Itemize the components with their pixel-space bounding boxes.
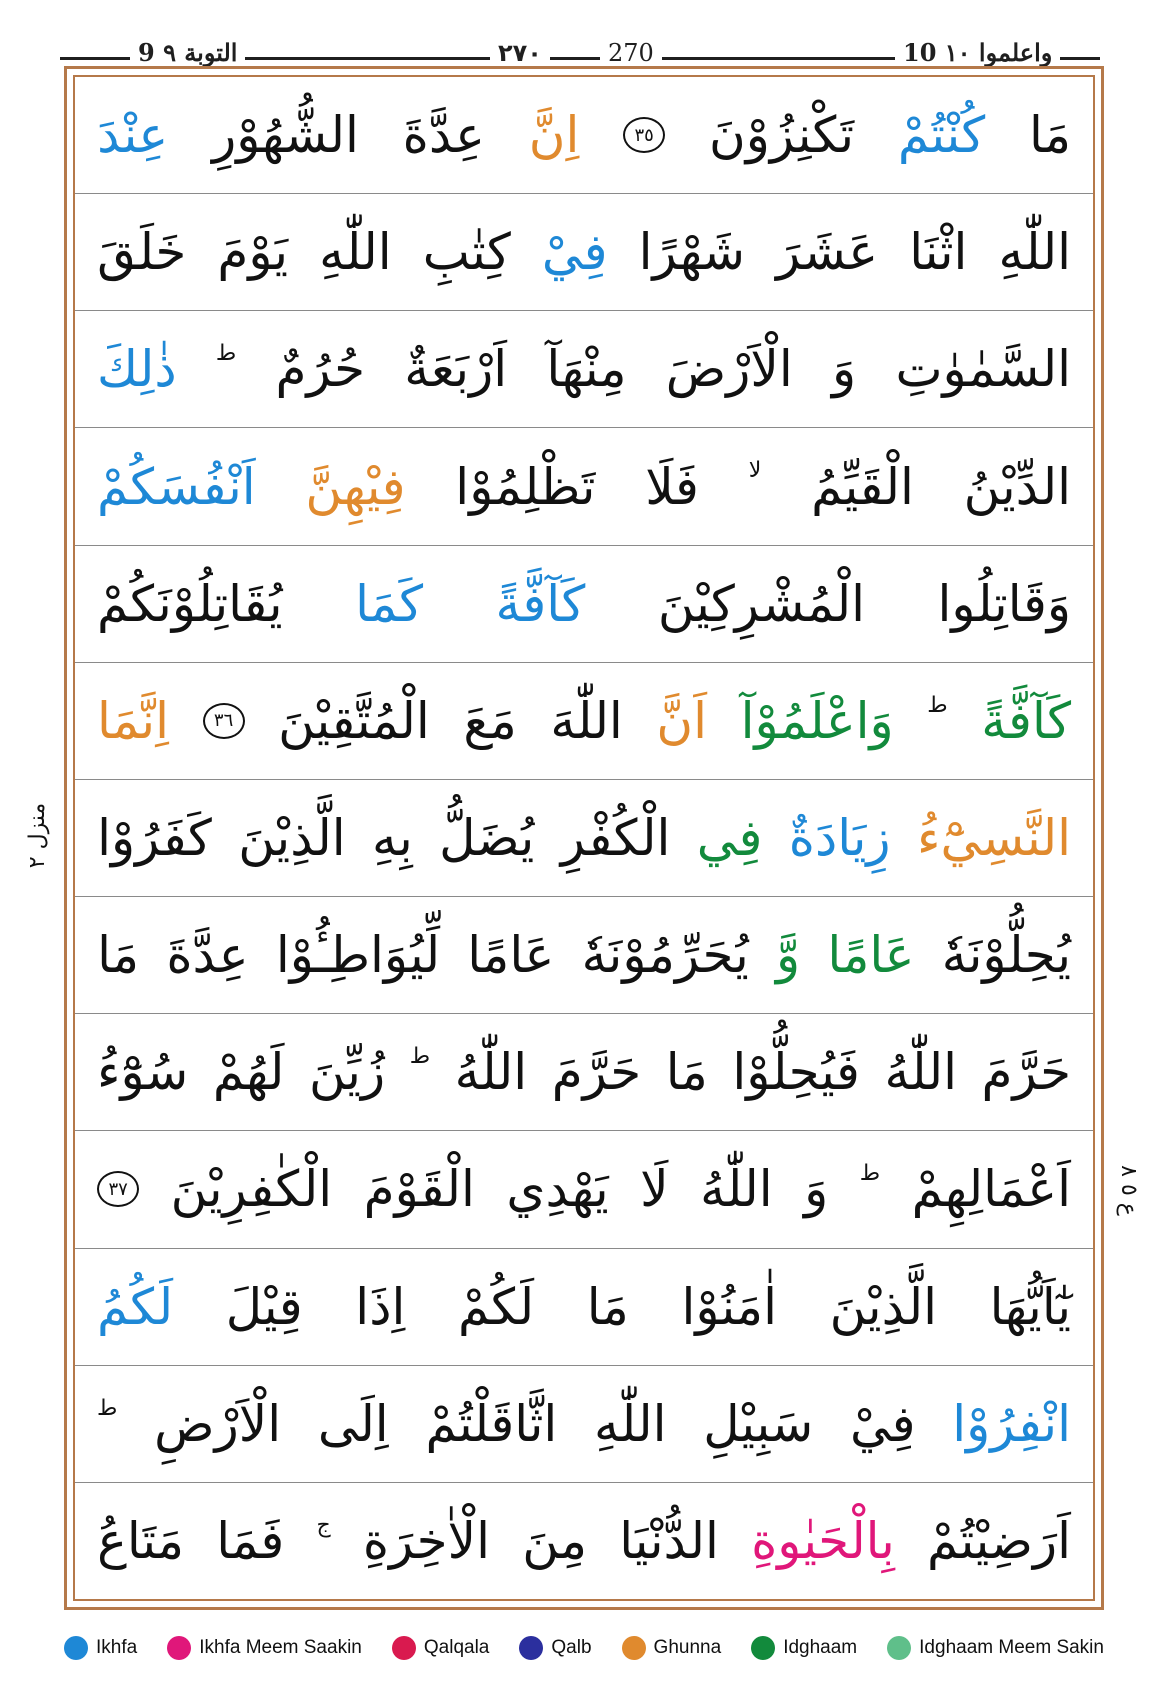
arabic-word: الْمُشْرِكِيْنَ: [657, 574, 865, 633]
page-number: 270: [600, 36, 662, 70]
text-line: [75, 1366, 1093, 1483]
waqf-sign: ط: [215, 341, 237, 367]
arabic-word: وَاعْلَمُوْآ: [740, 691, 894, 750]
arabic-word: مَا: [665, 1043, 708, 1102]
arabic-word: الْقَيِّمُ: [811, 457, 914, 516]
legend-label: Qalqala: [423, 1637, 490, 1658]
legend-label: Qalb: [551, 1637, 592, 1658]
juz-number: 10: [903, 38, 937, 67]
arabic-word: الْكٰفِرِيْنَ: [170, 1160, 333, 1219]
arabic-word: عِنْدَ: [97, 106, 169, 165]
legend-label: Ghunna: [653, 1637, 722, 1658]
arabic-word: زُيِّنَ: [308, 1043, 386, 1102]
legend-item: [167, 1636, 362, 1660]
legend-color-dot-icon: [519, 1636, 543, 1660]
arabic-word: قِيْلَ: [225, 1277, 303, 1336]
arabic-word: النَّسِيْٓءُ: [916, 809, 1071, 868]
arabic-word: حُرُمٌ: [275, 340, 365, 399]
arabic-word: يٰٓاَيُّهَا: [989, 1277, 1071, 1336]
arabic-word: كَفَرُوْا: [97, 809, 212, 868]
waqf-sign: ط: [927, 692, 948, 718]
legend-item: [519, 1636, 591, 1660]
legend-color-dot-icon: [64, 1636, 88, 1660]
text-line: [75, 546, 1093, 663]
arabic-word: الْاَرْضَ: [665, 340, 793, 399]
arabic-word: شَهْرًا: [638, 223, 745, 282]
juz-title: [895, 36, 1060, 70]
ruku-label: ع ٥ ٨: [1115, 1164, 1141, 1216]
arabic-word: كَمَا: [355, 574, 424, 633]
ayah-number-marker: ٣٧: [97, 1171, 139, 1207]
manzil-marker: [18, 780, 58, 890]
arabic-word: اللّٰهُ: [700, 1160, 773, 1219]
arabic-word: فَيُحِلُّوْا: [732, 1043, 860, 1102]
arabic-word: عِدَّةَ: [402, 106, 485, 165]
arabic-word: لَكُمْ: [458, 1277, 535, 1336]
legend-item: [887, 1636, 1104, 1660]
waqf-sign: لا: [748, 458, 762, 484]
arabic-word: حَرَّمَ: [551, 1043, 642, 1102]
arabic-word: فِيْ: [849, 1394, 916, 1453]
arabic-word: الَّذِيْنَ: [238, 809, 346, 868]
arabic-word: مِنْهَآ: [546, 340, 627, 399]
arabic-word: اَنَّ: [656, 691, 708, 750]
arabic-word: الْقَوْمَ: [363, 1160, 475, 1219]
text-line: [75, 1483, 1093, 1599]
arabic-word: وَّ: [775, 926, 801, 985]
arabic-word: اَرْبَعَةٌ: [404, 340, 508, 399]
arabic-word: لَا: [640, 1160, 669, 1219]
arabic-word: فِيْهِنَّ: [305, 457, 406, 516]
arabic-word: ذٰلِكَ: [97, 340, 177, 399]
arabic-word: فِي: [696, 809, 763, 868]
arabic-word: بِالْحَيٰوةِ: [751, 1511, 895, 1570]
arabic-word: فَمَا: [216, 1511, 285, 1570]
legend-item: [751, 1636, 857, 1660]
arabic-word: يُحِلُّوْنَهٗ: [941, 926, 1071, 985]
legend-label: Idghaam Meem Sakin: [919, 1637, 1104, 1658]
arabic-word: اللّٰهُ: [884, 1043, 957, 1102]
waqf-sign: ط: [409, 1044, 431, 1070]
arabic-word: يُحَرِّمُوْنَهٗ: [581, 926, 749, 985]
arabic-word: اَنْفُسَكُمْ: [97, 457, 256, 516]
arabic-word: اللّٰهَ: [550, 691, 623, 750]
arabic-word: اِلَى: [317, 1394, 389, 1453]
text-line: [75, 1014, 1093, 1131]
arabic-word: اللّٰهُ: [454, 1043, 528, 1102]
text-line: [75, 1131, 1093, 1248]
arabic-word: تَكْنِزُوْنَ: [709, 106, 855, 165]
arabic-word: مَعَ: [463, 691, 517, 750]
arabic-word: سَبِيْلِ: [703, 1394, 814, 1453]
arabic-word: فِيْ: [541, 223, 608, 282]
arabic-word: بِهِ: [372, 809, 413, 868]
arabic-word: اِذَا: [355, 1277, 406, 1336]
arabic-word: كَآفَّةً: [495, 574, 586, 633]
arabic-word: اَعْمَالِهِمْ: [911, 1160, 1071, 1219]
arabic-word: عَشَرَ: [776, 223, 879, 282]
arabic-word: اٰمَنُوْا: [681, 1277, 777, 1336]
arabic-word: خَلَقَ: [97, 223, 187, 282]
arabic-word: مَا: [1028, 106, 1071, 165]
arabic-word: عَامًا: [827, 926, 915, 985]
arabic-word: الشُّهُوْرِ: [212, 106, 359, 165]
arabic-word: اِنَّمَا: [97, 691, 169, 750]
arabic-word: الْاٰخِرَةِ: [362, 1511, 490, 1570]
arabic-word: الْاَرْضِ: [154, 1394, 282, 1453]
legend-label: Ikhfa: [96, 1637, 138, 1658]
arabic-word: الدُّنْيَا: [619, 1511, 719, 1570]
manzil-label: منزل ٢: [25, 802, 51, 868]
legend-label: Ikhfa Meem Saakin: [199, 1637, 362, 1658]
arabic-word: وَ: [832, 340, 857, 399]
text-line: [75, 1249, 1093, 1366]
page-number-arabic: ٢٧٠: [490, 36, 550, 70]
arabic-word: زِيَادَةٌ: [788, 809, 891, 868]
arabic-word: اثْنَا: [909, 223, 968, 282]
text-line: [75, 897, 1093, 1014]
juz-name: واعلموا ١٠: [944, 38, 1053, 67]
arabic-word: اللّٰهِ: [998, 223, 1071, 282]
arabic-word: لَهُمْ: [212, 1043, 285, 1102]
arabic-word: مِنَ: [522, 1511, 588, 1570]
arabic-word: مَا: [97, 926, 140, 985]
arabic-word: الْكُفْرِ: [560, 809, 671, 868]
text-line: [75, 77, 1093, 194]
text-line: [75, 663, 1093, 780]
ayah-number-marker: ٣٥: [623, 117, 665, 153]
legend-item: [64, 1636, 137, 1660]
arabic-word: كَآفَّةً: [981, 691, 1071, 750]
legend-color-dot-icon: [887, 1636, 911, 1660]
legend-label: Idghaam: [783, 1637, 858, 1658]
arabic-word: عِدَّةَ: [166, 926, 249, 985]
arabic-word: الْمُتَّقِيْنَ: [278, 691, 430, 750]
arabic-word: كِتٰبِ: [422, 223, 511, 282]
arabic-word: الدِّيْنُ: [963, 457, 1071, 516]
arabic-word: مَا: [586, 1277, 629, 1336]
ruku-marker: [1106, 1150, 1150, 1230]
arabic-word: اللّٰهِ: [319, 223, 392, 282]
arabic-word: مَتَاعُ: [97, 1511, 185, 1570]
arabic-word: اثَّاقَلْتُمْ: [425, 1394, 558, 1453]
text-line: [75, 311, 1093, 428]
arabic-word: السَّمٰوٰتِ: [895, 340, 1071, 399]
arabic-word: تَظْلِمُوْا: [455, 457, 596, 516]
waqf-sign: ط: [97, 1395, 118, 1421]
arabic-word: حَرَّمَ: [981, 1043, 1071, 1102]
legend-color-dot-icon: [622, 1636, 646, 1660]
arabic-word: وَ: [804, 1160, 829, 1219]
arabic-word: اِنَّ: [528, 106, 580, 165]
arabic-word: يَوْمَ: [217, 223, 289, 282]
text-line: [75, 428, 1093, 545]
arabic-word: لِّيُوَاطِـُٔوْا: [275, 926, 441, 985]
legend-color-dot-icon: [392, 1636, 416, 1660]
arabic-word: يُضَلُّ: [439, 809, 535, 868]
arabic-word: اللّٰهِ: [594, 1394, 667, 1453]
arabic-word: يُقَاتِلُوْنَكُمْ: [97, 574, 283, 633]
arabic-word: فَلَا: [645, 457, 699, 516]
surah-title: [130, 36, 245, 70]
arabic-word: يَهْدِي: [506, 1160, 609, 1219]
legend-item: [622, 1636, 722, 1660]
waqf-sign: ط: [859, 1161, 881, 1187]
legend-color-dot-icon: [751, 1636, 775, 1660]
surah-name: التوبة ٩: [163, 38, 238, 67]
legend-color-dot-icon: [167, 1636, 191, 1660]
surah-number: 9: [138, 38, 155, 67]
legend-item: [392, 1636, 490, 1660]
tajweed-legend: [64, 1628, 1104, 1668]
arabic-word: كُنْتُمْ: [897, 106, 986, 165]
arabic-word: عَامًا: [467, 926, 555, 985]
arabic-word: اَرَضِيْتُمْ: [927, 1511, 1071, 1570]
text-line: [75, 780, 1093, 897]
arabic-word: لَكُمُ: [97, 1277, 174, 1336]
ayah-number-marker: ٣٦: [203, 703, 245, 739]
waqf-sign: ج: [316, 1512, 331, 1538]
arabic-word: الَّذِيْنَ: [829, 1277, 937, 1336]
text-line: [75, 194, 1093, 311]
arabic-word: انْفِرُوْا: [952, 1394, 1071, 1453]
arabic-word: وَقَاتِلُوا: [937, 574, 1071, 633]
arabic-word: سُوْٓءُ: [97, 1043, 189, 1102]
quran-text-block: [73, 75, 1095, 1601]
